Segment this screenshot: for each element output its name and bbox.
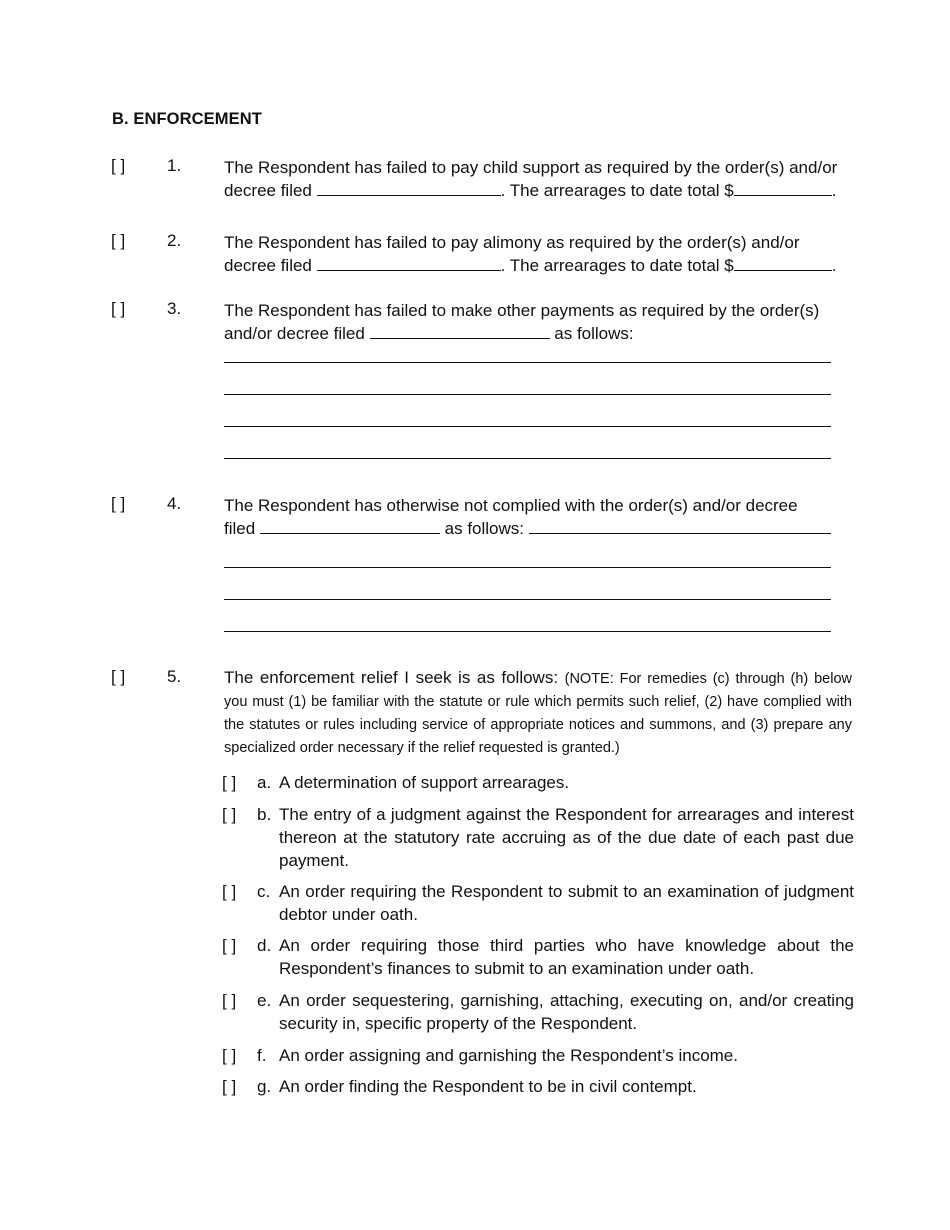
line-text: . The arrearages to date total $ bbox=[500, 181, 734, 200]
fill-in-line[interactable] bbox=[224, 567, 831, 568]
line-text: and/or decree filed bbox=[224, 324, 370, 343]
item-number: 5. bbox=[167, 667, 182, 686]
line-text: as follows: bbox=[549, 324, 634, 343]
relief-option-g bbox=[222, 1075, 854, 1098]
date-filed-blank[interactable] bbox=[317, 255, 501, 271]
option-letter: g. bbox=[257, 1077, 272, 1096]
option-text: The entry of a judgment against the Respondent for arrearages and interest thereon at the statutory rate accruing as of the due date of each past due payment. bbox=[279, 805, 854, 870]
item-line1: The Respondent has otherwise not complied with the order(s) and/or decree bbox=[224, 496, 798, 515]
item-line1: The Respondent has failed to make other payments as required by the order(s) bbox=[224, 301, 820, 320]
section-title: B. ENFORCEMENT bbox=[112, 110, 262, 128]
relief-option-f bbox=[222, 1044, 854, 1067]
fill-in-line[interactable] bbox=[224, 426, 831, 427]
option-checkbox[interactable]: [ ] bbox=[222, 805, 237, 824]
line-text: . The arrearages to date total $ bbox=[500, 256, 734, 275]
item-text bbox=[224, 494, 852, 540]
item-line2 bbox=[224, 254, 852, 277]
date-filed-blank[interactable] bbox=[370, 323, 550, 339]
fill-in-line[interactable] bbox=[224, 458, 831, 459]
line-text: . bbox=[831, 256, 837, 275]
line-text: as follows: bbox=[439, 519, 529, 538]
option-letter: b. bbox=[257, 805, 272, 824]
option-checkbox[interactable]: [ ] bbox=[222, 936, 237, 955]
item-text bbox=[224, 299, 852, 345]
option-checkbox[interactable]: [ ] bbox=[222, 1077, 237, 1096]
option-text: An order sequestering, garnishing, attaching, executing on, and/or creating security in, specific property of the Respondent. bbox=[279, 991, 854, 1033]
date-filed-blank[interactable] bbox=[317, 180, 501, 196]
date-filed-blank[interactable] bbox=[260, 518, 440, 534]
item-checkbox[interactable]: [ ] bbox=[111, 667, 126, 686]
option-letter: e. bbox=[257, 991, 272, 1010]
option-letter: c. bbox=[257, 882, 271, 901]
fill-in-line[interactable] bbox=[224, 631, 831, 632]
option-checkbox[interactable]: [ ] bbox=[222, 991, 237, 1010]
item-number: 3. bbox=[167, 299, 182, 318]
relief-option-e bbox=[222, 989, 854, 1035]
fill-in-line[interactable] bbox=[224, 394, 831, 395]
line-text: . bbox=[831, 181, 837, 200]
option-checkbox[interactable]: [ ] bbox=[222, 773, 237, 792]
item-line2 bbox=[224, 322, 852, 345]
item-number: 4. bbox=[167, 494, 182, 513]
option-letter: d. bbox=[257, 936, 272, 955]
option-checkbox[interactable]: [ ] bbox=[222, 1046, 237, 1065]
option-letter: f. bbox=[257, 1046, 267, 1065]
option-text: A determination of support arrearages. bbox=[279, 773, 570, 792]
as-follows-blank[interactable] bbox=[529, 518, 831, 534]
option-checkbox[interactable]: [ ] bbox=[222, 882, 237, 901]
relief-option-c bbox=[222, 880, 854, 926]
item-line2 bbox=[224, 517, 852, 540]
fill-in-line[interactable] bbox=[224, 362, 831, 363]
item-number: 2. bbox=[167, 231, 182, 250]
option-text: An order assigning and garnishing the Respondent’s income. bbox=[279, 1046, 738, 1065]
relief-option-d bbox=[222, 934, 854, 980]
relief-lead: The enforcement relief I seek is as follows: bbox=[224, 668, 565, 687]
line-text: decree filed bbox=[224, 181, 317, 200]
item-line2 bbox=[224, 179, 852, 202]
item-line1: The Respondent has failed to pay child support as required by the order(s) and/or bbox=[224, 158, 838, 177]
line-text: filed bbox=[224, 519, 260, 538]
item-text bbox=[224, 231, 852, 277]
item-checkbox[interactable]: [ ] bbox=[111, 494, 126, 513]
item-checkbox[interactable]: [ ] bbox=[111, 156, 126, 175]
item-number: 1. bbox=[167, 156, 182, 175]
relief-option-b bbox=[222, 803, 854, 872]
item-checkbox[interactable]: [ ] bbox=[111, 231, 126, 250]
item-text bbox=[224, 667, 852, 759]
fill-in-line[interactable] bbox=[224, 599, 831, 600]
item-checkbox[interactable]: [ ] bbox=[111, 299, 126, 318]
option-text: An order requiring the Respondent to submit to an examination of judgment debtor under oath. bbox=[279, 882, 854, 924]
relief-option-a bbox=[222, 771, 854, 794]
item-text bbox=[224, 156, 852, 202]
option-letter: a. bbox=[257, 773, 272, 792]
arrearages-amount-blank[interactable] bbox=[734, 180, 832, 196]
relief-note: (NOTE: For remedies (c) through (h) below you must (1) be familiar with the statute or rule which permits such relief, (2) have complied with the statutes or rules including service of appropriate notices and summons, and (3) prepare any specialized order necessary if the relief requested is granted.) bbox=[224, 671, 852, 756]
item-line1: The Respondent has failed to pay alimony as required by the order(s) and/or bbox=[224, 233, 800, 252]
arrearages-amount-blank[interactable] bbox=[734, 255, 832, 271]
option-text: An order finding the Respondent to be in civil contempt. bbox=[279, 1077, 697, 1096]
option-text: An order requiring those third parties who have knowledge about the Respondent’s finances to submit to an examination under oath. bbox=[279, 936, 854, 978]
line-text: decree filed bbox=[224, 256, 317, 275]
